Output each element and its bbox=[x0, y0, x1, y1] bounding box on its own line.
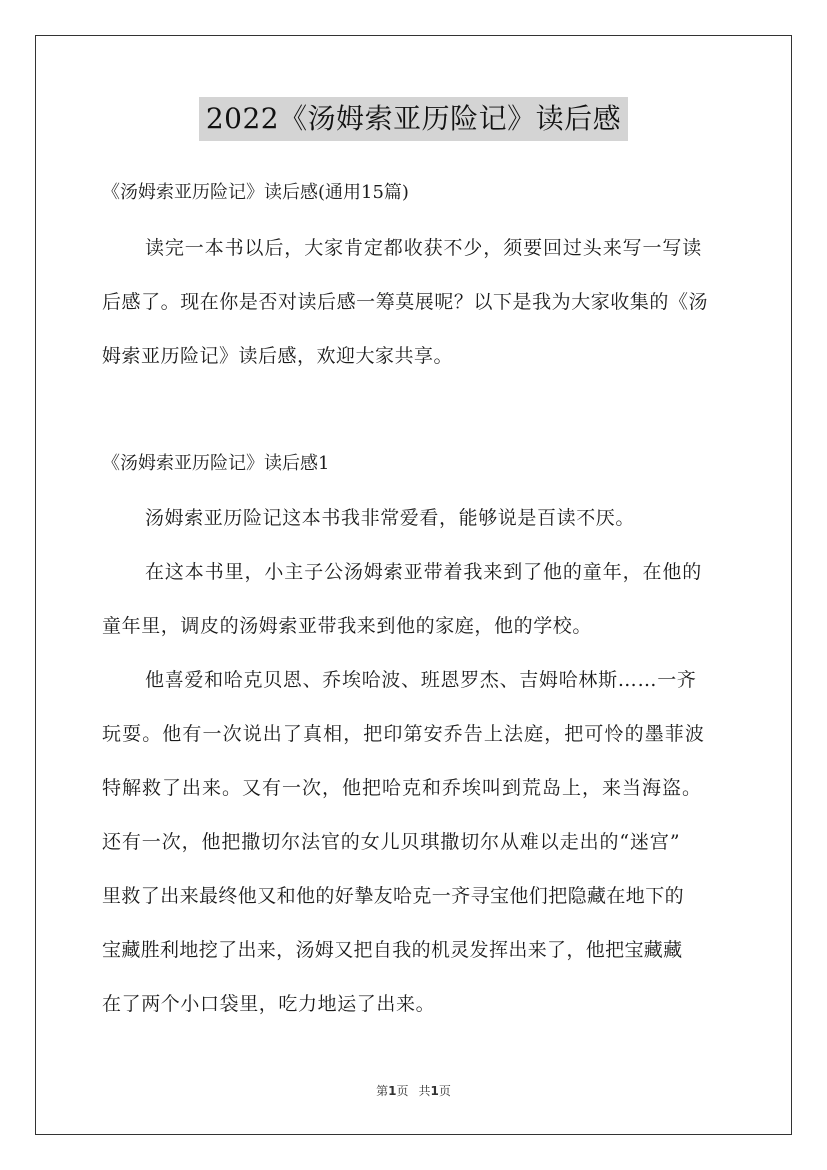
document-subtitle: 《汤姆索亚历险记》读后感(通用15篇) bbox=[102, 182, 409, 203]
page-total-count: 1 bbox=[430, 1084, 439, 1098]
document-title: 2022《汤姆索亚历险记》读后感 bbox=[199, 97, 628, 141]
intro-paragraph-line: 后感了。现在你是否对读后感一筹莫展呢？以下是我为大家收集的《汤 bbox=[102, 291, 709, 313]
page-total-prefix: 共 bbox=[418, 1084, 431, 1098]
page-total-suffix: 页 bbox=[438, 1084, 451, 1098]
page-number-suffix: 页 bbox=[396, 1084, 409, 1098]
intro-paragraph-line: 姆索亚历险记》读后感，欢迎大家共享。 bbox=[102, 345, 454, 367]
body-paragraph-line: 在了两个小口袋里，吃力地运了出来。 bbox=[102, 993, 436, 1015]
body-paragraph-line: 还有一次，他把撒切尔法官的女儿贝琪撒切尔从难以走出的“迷宫” bbox=[102, 831, 681, 853]
body-paragraph-line: 宝藏胜利地挖了出来，汤姆又把自我的机灵发挥出来了，他把宝藏藏 bbox=[102, 939, 683, 961]
page-number-prefix: 第 bbox=[376, 1084, 389, 1098]
page-number-current: 1 bbox=[388, 1084, 397, 1098]
body-paragraph-line: 特解救了出来。又有一次，他把哈克和乔埃叫到荒岛上，来当海盗。 bbox=[102, 777, 703, 799]
body-paragraph-line: 汤姆索亚历险记这本书我非常爱看，能够说是百读不厌。 bbox=[145, 507, 636, 529]
body-paragraph-line: 在这本书里，小主子公汤姆索亚带着我来到了他的童年，在他的 bbox=[145, 561, 703, 583]
body-paragraph-line: 玩耍。他有一次说出了真相，把印第安乔告上法庭，把可怜的墨菲波 bbox=[102, 723, 706, 745]
page-footer bbox=[0, 1083, 827, 1099]
intro-paragraph-line: 读完一本书以后，大家肯定都收获不少，须要回过头来写一写读 bbox=[145, 237, 703, 259]
body-paragraph-line: 里救了出来最终他又和他的好摯友哈克一齐寻宝他们把隐藏在地下的 bbox=[102, 885, 685, 907]
body-paragraph-line: 他喜爱和哈克贝恩、乔埃哈波、班恩罗杰、吉姆哈林斯……一齐 bbox=[145, 669, 697, 691]
body-paragraph-line: 童年里，调皮的汤姆索亚带我来到他的家庭，他的学校。 bbox=[102, 615, 593, 637]
section-heading: 《汤姆索亚历险记》读后感1 bbox=[102, 453, 330, 474]
